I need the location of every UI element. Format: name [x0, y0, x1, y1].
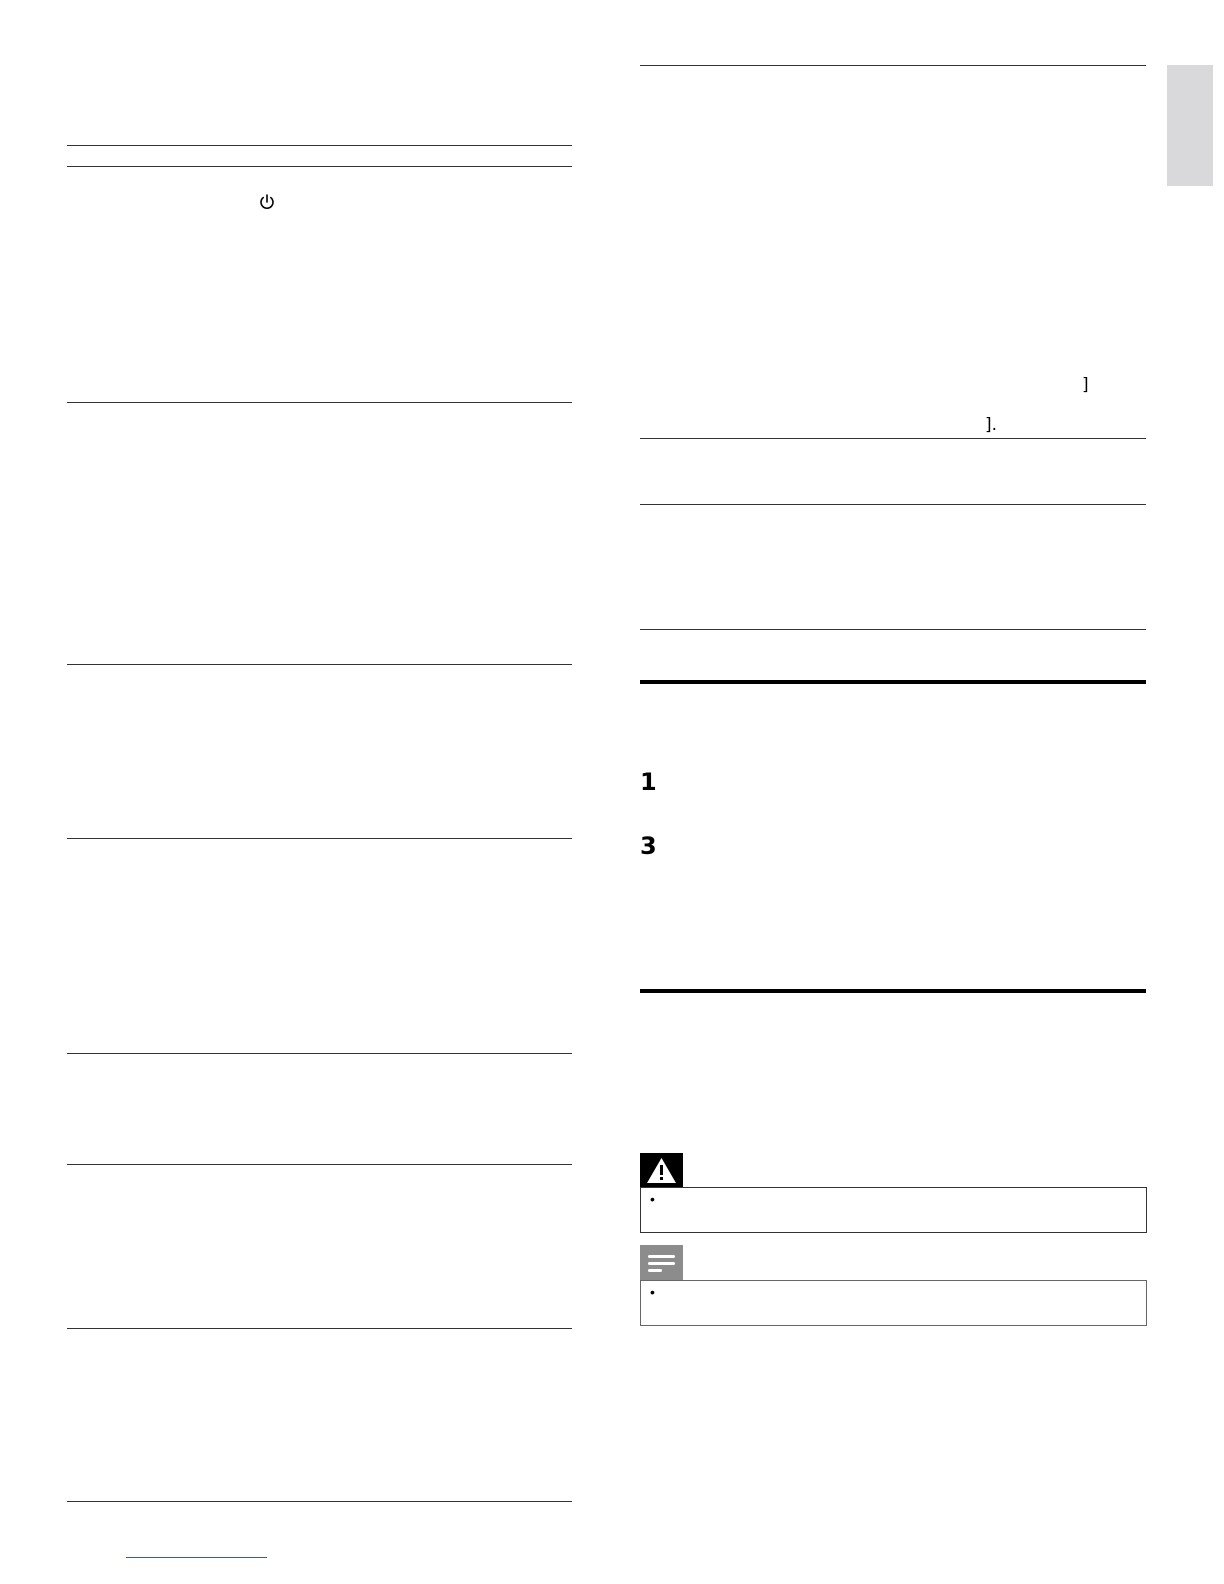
table-rule — [640, 629, 1146, 630]
table-rule — [67, 1164, 572, 1165]
note-lines-icon — [640, 1245, 683, 1280]
table-rule — [67, 1053, 572, 1054]
step-number-3: 3 — [640, 832, 657, 860]
table-rule — [640, 504, 1146, 505]
menu-bracket-close-period: ]. — [985, 415, 998, 435]
warning-callout — [640, 1187, 1147, 1233]
language-side-tab — [1167, 65, 1213, 186]
table-rule — [640, 65, 1146, 66]
table-rule — [67, 166, 572, 167]
table-rule — [67, 664, 572, 665]
callout-bullet: • — [650, 1284, 655, 1300]
table-rule — [67, 402, 572, 403]
footer-link[interactable] — [126, 1557, 267, 1558]
table-rule — [67, 1328, 572, 1329]
section-heading-rule — [640, 989, 1146, 993]
warning-badge — [640, 1153, 683, 1188]
power-icon — [258, 193, 276, 211]
table-rule — [67, 1501, 572, 1502]
table-rule — [640, 438, 1146, 439]
section-heading-rule — [640, 680, 1146, 684]
note-callout — [640, 1280, 1147, 1326]
table-rule — [67, 145, 572, 146]
step-number-1: 1 — [640, 768, 657, 796]
note-badge — [640, 1245, 683, 1280]
callout-bullet: • — [650, 1191, 655, 1207]
menu-bracket-close: ] — [1082, 375, 1089, 395]
table-rule — [67, 838, 572, 839]
warning-triangle-icon — [640, 1153, 683, 1188]
